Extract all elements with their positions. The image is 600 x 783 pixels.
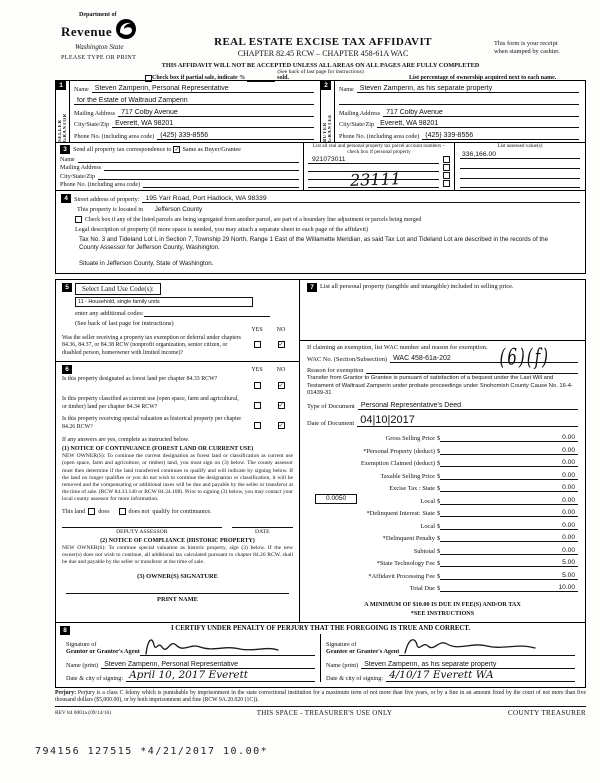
certify-statement: I CERTIFY UNDER PENALTY OF PERJURY THAT THE FOREGOING IS TRUE AND CORRECT. <box>170 624 471 632</box>
additional-codes-blank <box>144 310 270 317</box>
land-use-code-box: 11 - Household, single family units <box>75 297 253 307</box>
tax-lines <box>307 430 578 593</box>
acceptance-warning: THIS AFFIDAVIT WILL NOT BE ACCEPTED UNLESS ALL AREAS ON ALL PAGES ARE FULLY COMPLETED <box>161 62 480 69</box>
state-technology-fee-value: 5.00 <box>562 559 575 567</box>
see-back-note: (See back of last page for instructions) <box>277 69 364 75</box>
seller-side-label: SELLER <box>57 119 63 142</box>
see-back-note-2: (See back of last page for instructions) <box>75 320 174 328</box>
buyer-phone-label: Phone No. (including area code) <box>339 133 420 140</box>
grantor-date-value: April 10, 2017 Everett <box>126 669 315 682</box>
grantee-date-value: 4/10/17 Everett WA <box>386 669 575 682</box>
money-row-local: 0.0050 Local $ 0.00 <box>307 492 578 505</box>
buyer-csz-label: City/State/Zip <box>339 121 375 129</box>
grantor-signature <box>140 634 315 656</box>
gross-selling-price-value: 0.00 <box>562 434 575 442</box>
parcel-numbers-column <box>303 143 455 190</box>
dollar-sign: $ <box>437 472 441 480</box>
certification-section <box>56 623 585 687</box>
type-of-document-value: Personal Representative's Deed <box>358 402 578 410</box>
assessed-values-column <box>455 143 585 190</box>
print-name-label: PRINT NAME <box>157 596 198 604</box>
grantee-signature <box>399 634 575 656</box>
personal-property-checkbox-3 <box>443 172 450 179</box>
corr-name-label: Name <box>60 155 75 163</box>
chapter-line: CHAPTER 82.45 RCW – CHAPTER 458-61A WAC <box>237 49 409 58</box>
personal-property-checkbox-2 <box>443 164 450 171</box>
dollar-sign: $ <box>437 585 441 593</box>
section-4-badge: 4 <box>61 194 71 203</box>
owners-signature-line <box>66 593 289 594</box>
street-address-value: 195 Yarr Road, Port Hadlock, WA 98339 <box>142 195 580 203</box>
grantor-name-print-label: Name (print) <box>66 661 99 669</box>
seller-phone-value: (425) 339-8556 <box>157 132 314 140</box>
does-not-checkbox <box>119 508 126 515</box>
corr-csz-label: City/State/Zip <box>60 172 96 180</box>
seller-phone-label: Phone No. (including area code) <box>74 133 155 140</box>
excise-tax-local-value: 0.00 <box>562 496 575 504</box>
section-5-badge: 5 <box>62 283 72 292</box>
seller-mailing-value: 717 Colby Avenue <box>118 109 314 117</box>
seller-csz-value: Everett, WA 98201 <box>112 120 314 128</box>
situate-text: Situate in Jefferson County, State of Washington. <box>79 259 214 267</box>
dollar-sign: $ <box>437 572 441 580</box>
parcel-number-1: 921073011 <box>308 156 439 164</box>
buyer-mailing-label: Mailing Address <box>339 109 381 117</box>
yes-header-2: YES <box>251 366 263 373</box>
does-checkbox <box>88 508 95 515</box>
taxable-selling-price-value: 0.00 <box>562 471 575 479</box>
money-row-personal: *Personal Property (deduct) $ 0.00 <box>307 442 578 455</box>
no-header-2: NO <box>276 366 286 373</box>
upper-box <box>55 80 586 274</box>
dollar-sign: $ <box>437 447 441 455</box>
this-land-label: This land <box>62 507 86 515</box>
partial-sale-checkbox <box>145 75 152 82</box>
buyer-phone-value: (425) 339-8556 <box>422 132 579 140</box>
corr-phone-label: Phone No. (including area code) <box>60 181 141 188</box>
section-2-badge: 2 <box>321 81 331 90</box>
property-address-section <box>56 191 585 273</box>
excise-tax-state-value: 0.00 <box>562 484 575 492</box>
total-due-value: 10.00 <box>558 584 575 592</box>
section-3-badge: 3 <box>60 145 70 154</box>
historic-question: Is this property receiving special valuation as historical property per chapter 84.26 RCW? <box>62 416 242 430</box>
does-label: does <box>98 507 110 515</box>
notice-continuance-title: (1) NOTICE OF CONTINUANCE (FOREST LAND OR CURRENT USE) <box>62 446 254 453</box>
personal-property-checkbox-1 <box>443 156 450 163</box>
buyer-name-value: Steven Zamperin, as his separate property <box>357 85 579 93</box>
same-as-buyer-checkbox: ✓ <box>174 146 180 153</box>
buyer-side-label: BUYER <box>322 122 328 142</box>
legal-description-text: Tax No. 3 and Tideland Lot L in Section 7, Township 29 North, Range 1 East of the Willamette Meridian, as said Tax Lot and Tideland Lot are described in the records of the County Assessor for Jefferson County, Washington. <box>79 236 549 252</box>
reason-exemption-text: Transfer from Grantor to Grantee is pursuant of satisfaction of a bequest under the Last Will and Testament of Waltraud Zamperin under probate proceedings under Snohomish County Cause No. 16-4-01439-31 <box>307 375 573 397</box>
section-7-badge: 7 <box>307 283 317 292</box>
type-of-document-label: Type of Document <box>307 402 355 410</box>
seller-name-label: Name <box>74 86 89 93</box>
handwritten-parcel-number: 23111 <box>349 169 402 190</box>
dollar-sign: $ <box>437 485 441 493</box>
grantee-date-label: Date & city of signing: <box>326 674 384 682</box>
if-yes-note: If any answers are yes, complete as instructed below. <box>62 437 190 444</box>
minimum-due-note: A MINIMUM OF $10.00 IS DUE IN FEE(S) AND/OR TAX *SEE INSTRUCTIONS <box>364 601 521 617</box>
wac-number-label: WAC No. (Section/Subsection) <box>307 356 388 364</box>
treasurer-space-note: THIS SPACE - TREASURER'S USE ONLY <box>256 708 393 717</box>
grantee-signature-block <box>320 634 580 682</box>
buyer-section <box>320 81 585 142</box>
money-row-subtotal: Subtotal $ 0.00 <box>307 542 578 555</box>
seller-name-value: Steven Zamperin, Personal Representative <box>92 85 314 93</box>
located-in-label: This property is located in <box>77 206 144 213</box>
delinquent-interest-state-value: 0.00 <box>562 509 575 517</box>
money-row-total: Total Due $ 10.00 <box>307 580 578 593</box>
grantor-sig-label-1: Signature of <box>66 641 97 649</box>
money-row-exemption: Exemption Claimed (deduct) $ 0.00 <box>307 455 578 468</box>
dor-logo <box>61 12 181 51</box>
date-of-document-label: Date of Document <box>307 419 355 427</box>
street-address-label: Street address of property: <box>74 196 140 203</box>
parcel-header: List all real and personal property tax parcel account numbers – check box if personal property <box>312 143 446 155</box>
land-use-title: Select Land Use Code(s): <box>75 283 161 295</box>
affidavit-form <box>55 10 586 717</box>
logo-revenue: Revenue <box>61 23 113 39</box>
date-line: DATE <box>232 527 293 535</box>
tax-correspondence-section <box>56 143 585 191</box>
dollar-sign: $ <box>437 435 441 443</box>
grantor-sig-label-2: Grantor or Grantor's Agent <box>66 648 140 656</box>
county-treasurer-label: COUNTY TREASURER <box>507 708 586 717</box>
money-row-delinquent-state: *Delinquent Interest: State $ 0.00 <box>307 505 578 518</box>
form-title: REAL ESTATE EXCISE TAX AFFIDAVIT <box>214 36 432 48</box>
revenue-swirl-icon <box>114 18 138 44</box>
assessed-value-4 <box>460 187 580 188</box>
dollar-sign: $ <box>437 560 441 568</box>
notice-compliance-title: (2) NOTICE OF COMPLIANCE (HISTORIC PROPERTY) <box>100 537 255 544</box>
land-use-column <box>56 280 300 622</box>
money-row-processing-fee: *Affidavit Processing Fee $ 5.00 <box>307 567 578 580</box>
handwritten-wac-subsection: (6)(f) <box>499 343 550 371</box>
no-header: NO <box>276 327 286 334</box>
grantor-name-print-value: Steven Zamperin, Personal Representative <box>101 661 315 669</box>
same-as-buyer-label: Same as Buyer/Grantee <box>182 146 241 153</box>
grantee-side-label: GRANTEE <box>327 114 333 142</box>
subtotal-value: 0.00 <box>562 546 575 554</box>
grantor-side-label: GRANTOR <box>62 113 68 142</box>
personal-property-note: List all personal property (tangible and intangible) included in selling price. <box>320 283 514 291</box>
current-use-yes-checkbox <box>254 402 261 409</box>
dollar-sign: $ <box>437 510 441 518</box>
seller-section <box>56 81 320 142</box>
seller-csz-label: City/State/Zip <box>74 121 110 129</box>
historic-yes-checkbox <box>254 422 261 429</box>
corr-mailing-label: Mailing Address <box>60 164 102 171</box>
wac-number-value: WAC 458-61a-202 <box>390 355 578 363</box>
seller-mailing-label: Mailing Address <box>74 109 116 117</box>
corr-phone-value <box>143 187 299 188</box>
exemption-claimed-value: 0.00 <box>562 459 575 467</box>
yes-header: YES <box>251 327 263 334</box>
qualify-label: qualify for continuance. <box>152 507 212 515</box>
tax-computation-column <box>300 280 585 622</box>
buyer-name-label: Name <box>339 86 354 93</box>
please-type-note: PLEASE TYPE OR PRINT <box>61 54 137 61</box>
historic-no-checkbox: ✓ <box>278 422 284 430</box>
grantor-date-label: Date & city of signing: <box>66 674 124 682</box>
grantee-sig-label-2: Grantee or Grantee's Agent <box>326 648 400 656</box>
segregated-checkbox <box>75 216 82 223</box>
dollar-sign: $ <box>437 522 441 530</box>
perjury-note: Perjury: Perjury is a class C felony which is punishable by imprisonment in the state correctional institution for a maximum term of not more than five years, or by a fine in an amount fixed by the court of not more than five thousand dollars ($5,000.00), or by both imprisonment and fine (RCW 9A.20.020 (1C)). <box>55 690 586 707</box>
dollar-sign: $ <box>437 497 441 505</box>
notice-continuance-body: NEW OWNER(S): To continue the current designation as forest land or classification as current use (open space, farm and agriculture, or timber) land, you must sign on (3) below. The county assessor must then determine if the land transferred continues to qualify and will indicate by signing below. If the land no longer qualifies or you do not wish to continue the designation or classification, it will be removed and the compensating or additional taxes will be due and payable by the seller or transferor at the time of sale. (RCW 84.33.140 or RCW 84.34.108). Prior to signing (3) below, you may contact your local county assessor for more information. <box>62 453 293 503</box>
form-revision-number: REV 84 0001a (09/14/16) <box>55 709 112 716</box>
ownership-note: List percentage of ownership acquired next to each name. <box>409 75 557 81</box>
section-8-badge: 8 <box>60 626 70 635</box>
notice-compliance-body: NEW OWNER(S): To continue special valuation as historic property, sign (3) below. If the new owner(s) does not wish to continue, all additional tax calculated pursuant to chapter 84.26 RCW, shall be due and payable by the seller or transferor at the time of sale. <box>62 544 293 566</box>
money-row-penalty: *Delinquent Penalty $ 0.00 <box>307 530 578 543</box>
personal-property-deduct-value: 0.00 <box>562 446 575 454</box>
partial-sale-row: Check box if partial sale, indicate % sold. List percentage of ownership acquired next to each name. <box>145 75 586 82</box>
does-not-label: does not <box>128 507 150 515</box>
money-row-gross: Gross Selling Price $ 0.00 <box>307 430 578 443</box>
delinquent-penalty-value: 0.00 <box>562 534 575 542</box>
send-correspondence-label: Send all property tax correspondence to <box>73 146 172 153</box>
buyer-mailing-value: 717 Colby Avenue <box>383 109 579 117</box>
local-rate-box: 0.0050 <box>315 494 357 504</box>
money-row-taxable: Taxable Selling Price $ 0.00 <box>307 467 578 480</box>
current-use-question: Is this property classified as current use (open space, farm and agricultural, or timber) land per chapter 84.34 RCW? <box>62 396 239 410</box>
affidavit-processing-fee-value: 5.00 <box>562 571 575 579</box>
section-1-badge: 1 <box>56 81 66 90</box>
lower-box <box>55 279 586 688</box>
forest-yes-checkbox <box>254 382 261 389</box>
claiming-exemption-note: If claiming an exemption, list WAC number and reason for exemption. <box>307 344 488 352</box>
owners-signature-label: (3) OWNER(S) SIGNATURE <box>137 573 218 581</box>
legal-description-label: Legal description of property (if more space is needed, you may attach a separate sheet to each page of the affidavit) <box>75 226 369 233</box>
logo-dept-line: Department of <box>79 12 117 18</box>
additional-codes-label: enter any additional codes: <box>75 310 144 318</box>
located-in-value: Jefferson County <box>154 206 203 213</box>
buyer-csz-value: Everett, WA 98201 <box>377 120 579 128</box>
forest-land-question: Is this property designated as forest land per chapter 84.33 RCW? <box>62 376 218 383</box>
assessed-header: List assessed value(s) <box>497 143 543 149</box>
dollar-sign: $ <box>437 547 441 555</box>
exemption-no-checkbox: ✓ <box>278 340 284 348</box>
date-of-document-value: 04|10|2017 <box>357 414 578 427</box>
dollar-sign: $ <box>437 535 441 543</box>
reason-exemption-line <box>366 373 578 374</box>
delinquent-interest-local-value: 0.00 <box>562 521 575 529</box>
cashier-stamp: 794156 127515 *4/21/2017 10.00* <box>35 746 269 757</box>
grantor-signature-block <box>61 634 320 682</box>
form-header <box>55 10 586 80</box>
forest-no-checkbox: ✓ <box>278 382 284 390</box>
receipt-note: This form is your receipt when stamped by cashier. <box>494 40 560 55</box>
assessed-value-1: 336,166.00 <box>460 151 580 159</box>
percent-blank <box>247 75 275 82</box>
parties-row <box>56 81 585 143</box>
grantee-name-print-label: Name (print) <box>326 661 359 669</box>
reason-exemption-label: Reason for exemption <box>307 367 364 375</box>
exemption-question: Was the seller receiving a property tax exemption or deferral under chapters 84.36, 84.37, or 84.38 RCW (nonprofit organization, senior citizen, or disabled person, homeowner with limited income)? <box>62 335 241 356</box>
money-row-excise-state: Excise Tax : State $ 0.00 <box>307 480 578 493</box>
exemption-yes-checkbox <box>254 341 261 348</box>
grantee-name-print-value: Steven Zamperin, as his separate property <box>361 661 575 669</box>
money-row-delinquent-local: Local $ 0.00 <box>307 517 578 530</box>
personal-property-checkbox-4 <box>443 180 450 187</box>
deputy-assessor-line: DEPUTY ASSESSOR <box>62 527 222 535</box>
money-row-tech-fee: *State Technology Fee $ 5.00 <box>307 555 578 568</box>
logo-state-line: Washington State <box>75 43 124 51</box>
grantee-sig-label-1: Signature of <box>326 641 357 649</box>
current-use-no-checkbox: ✓ <box>278 402 284 410</box>
section-6-badge: 6 <box>62 365 72 374</box>
segregated-label: Check box if any of the listed parcels are being segregated from another parcel, are part of a boundary line adjustment or parcels being merged <box>85 216 422 223</box>
seller-name-value-2: for the Estate of Waltraud Zamperin <box>74 97 314 105</box>
dollar-sign: $ <box>437 460 441 468</box>
